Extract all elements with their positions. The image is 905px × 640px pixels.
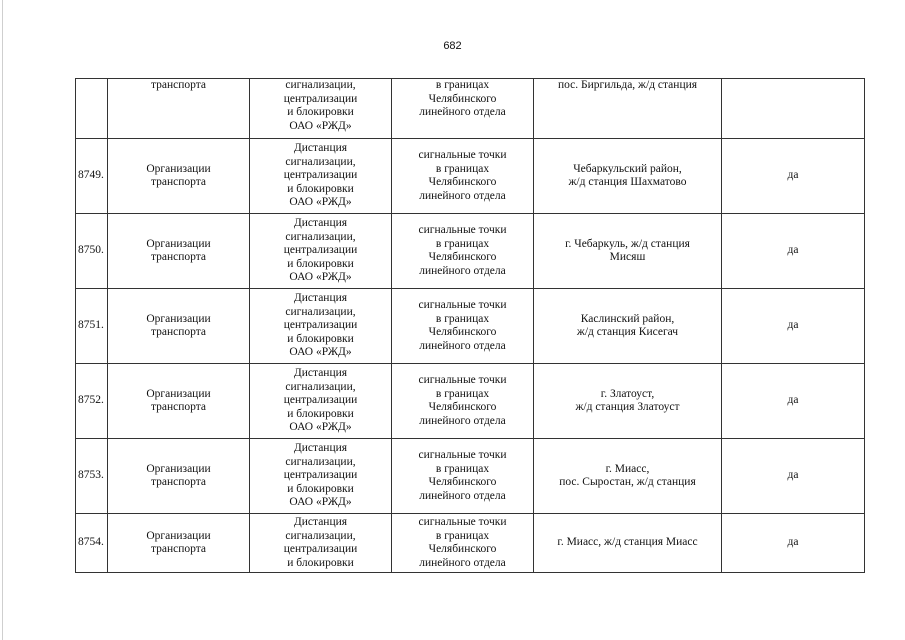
cell-organization: Организации транспорта	[108, 289, 250, 364]
cell-division: Дистанция сигнализации, централизации и блокировки ОАО «РЖД»	[250, 139, 392, 214]
cell-number: 8749.	[76, 139, 108, 214]
cell-division: Дистанция сигнализации, централизации и блокировки	[250, 514, 392, 573]
cell-organization: Организации транспорта	[108, 364, 250, 439]
cell-signal-points: сигнальные точки в границах Челябинского линейного отдела	[392, 514, 534, 573]
cell-location: г. Чебаркуль, ж/д станция Мисяш	[534, 214, 722, 289]
cell-signal-points: сигнальные точки в границах Челябинского линейного отдела	[392, 289, 534, 364]
table-row	[76, 364, 865, 439]
table-row	[76, 214, 865, 289]
cell-location: пос. Биргильда, ж/д станция	[534, 79, 722, 139]
cell-flag	[722, 79, 865, 139]
registry-table	[75, 78, 865, 573]
cell-signal-points: в границах Челябинского линейного отдела	[392, 79, 534, 139]
cell-signal-points: сигнальные точки в границах Челябинского линейного отдела	[392, 439, 534, 514]
cell-organization: Организации транспорта	[108, 139, 250, 214]
cell-location: г. Миасс, ж/д станция Миасс	[534, 514, 722, 573]
cell-number	[76, 79, 108, 139]
page-number: 682	[443, 40, 462, 52]
cell-number: 8753.	[76, 439, 108, 514]
cell-division: Дистанция сигнализации, централизации и блокировки ОАО «РЖД»	[250, 214, 392, 289]
cell-division: сигнализации, централизации и блокировки ОАО «РЖД»	[250, 79, 392, 139]
cell-signal-points: сигнальные точки в границах Челябинского линейного отдела	[392, 139, 534, 214]
cell-number: 8752.	[76, 364, 108, 439]
cell-division: Дистанция сигнализации, централизации и блокировки ОАО «РЖД»	[250, 289, 392, 364]
cell-number: 8750.	[76, 214, 108, 289]
cell-division: Дистанция сигнализации, централизации и блокировки ОАО «РЖД»	[250, 439, 392, 514]
cell-number: 8754.	[76, 514, 108, 573]
cell-organization: Организации транспорта	[108, 514, 250, 573]
cell-flag: да	[722, 139, 865, 214]
cell-division: Дистанция сигнализации, централизации и блокировки ОАО «РЖД»	[250, 364, 392, 439]
cell-location: г. Златоуст, ж/д станция Златоуст	[534, 364, 722, 439]
table-row-continuation	[76, 79, 865, 139]
cell-number: 8751.	[76, 289, 108, 364]
cell-organization: транспорта	[108, 79, 250, 139]
cell-flag: да	[722, 364, 865, 439]
cell-flag: да	[722, 514, 865, 573]
cell-location: Каслинский район, ж/д станция Кисегач	[534, 289, 722, 364]
table-row	[76, 439, 865, 514]
cell-flag: да	[722, 289, 865, 364]
cell-flag: да	[722, 214, 865, 289]
table-row	[76, 139, 865, 214]
cell-flag: да	[722, 439, 865, 514]
scan-edge-line	[2, 0, 3, 640]
cell-signal-points: сигнальные точки в границах Челябинского линейного отдела	[392, 364, 534, 439]
cell-location: Чебаркульский район, ж/д станция Шахматово	[534, 139, 722, 214]
table-row	[76, 289, 865, 364]
cell-organization: Организации транспорта	[108, 439, 250, 514]
cell-signal-points: сигнальные точки в границах Челябинского линейного отдела	[392, 214, 534, 289]
cell-organization: Организации транспорта	[108, 214, 250, 289]
cell-location: г. Миасс, пос. Сыростан, ж/д станция	[534, 439, 722, 514]
table-row	[76, 514, 865, 573]
